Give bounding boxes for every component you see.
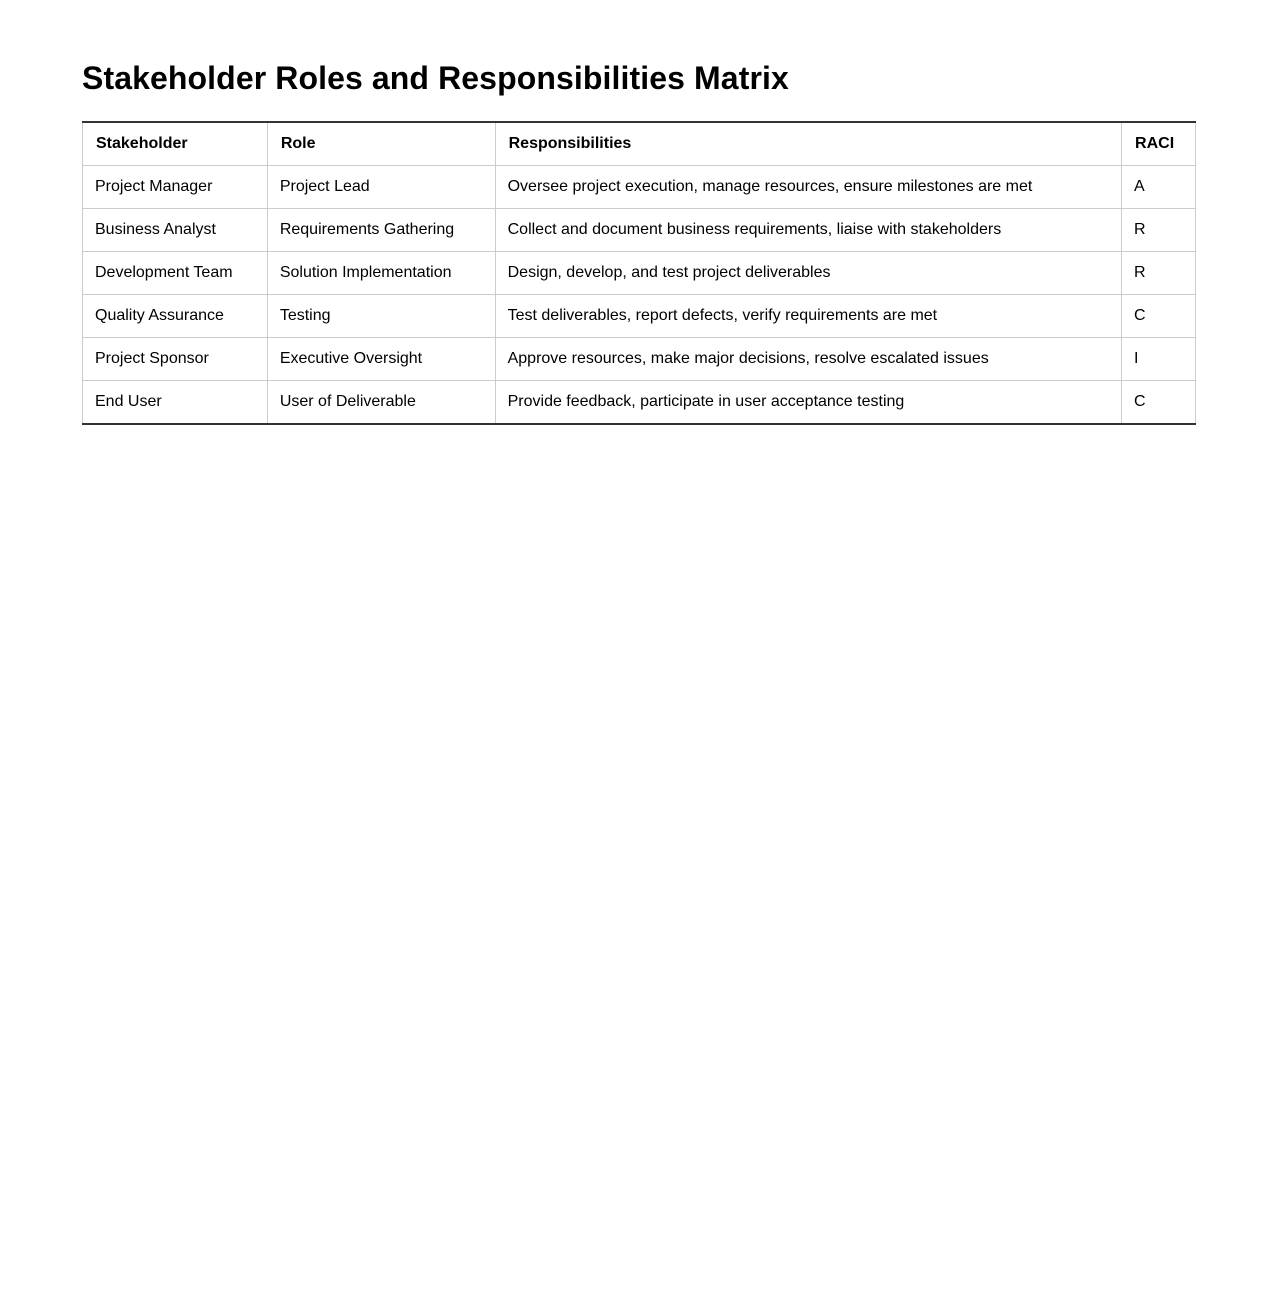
column-header-responsibilities: Responsibilities — [495, 122, 1121, 166]
column-header-raci: RACI — [1122, 122, 1196, 166]
raci-matrix-table — [82, 121, 1196, 425]
table-row — [83, 338, 1196, 381]
cell-role: Solution Implementation — [267, 252, 495, 295]
cell-raci: A — [1122, 166, 1196, 209]
cell-role: Testing — [267, 295, 495, 338]
cell-stakeholder: Project Manager — [83, 166, 268, 209]
cell-role: Executive Oversight — [267, 338, 495, 381]
cell-role: Requirements Gathering — [267, 209, 495, 252]
table-row — [83, 295, 1196, 338]
cell-role: Project Lead — [267, 166, 495, 209]
cell-responsibilities: Provide feedback, participate in user acceptance testing — [495, 381, 1121, 425]
column-header-role: Role — [267, 122, 495, 166]
cell-stakeholder: Business Analyst — [83, 209, 268, 252]
table-row — [83, 381, 1196, 425]
column-header-stakeholder: Stakeholder — [83, 122, 268, 166]
cell-responsibilities: Oversee project execution, manage resources, ensure milestones are met — [495, 166, 1121, 209]
cell-stakeholder: Quality Assurance — [83, 295, 268, 338]
cell-raci: C — [1122, 381, 1196, 425]
cell-raci: C — [1122, 295, 1196, 338]
header-row — [83, 122, 1196, 166]
cell-stakeholder: Project Sponsor — [83, 338, 268, 381]
table-body — [83, 166, 1196, 425]
cell-responsibilities: Design, develop, and test project deliverables — [495, 252, 1121, 295]
cell-stakeholder: End User — [83, 381, 268, 425]
table-row — [83, 166, 1196, 209]
cell-role: User of Deliverable — [267, 381, 495, 425]
table-header — [83, 122, 1196, 166]
cell-responsibilities: Collect and document business requirements, liaise with stakeholders — [495, 209, 1121, 252]
page-title: Stakeholder Roles and Responsibilities Matrix — [82, 60, 789, 96]
cell-raci: R — [1122, 209, 1196, 252]
cell-stakeholder: Development Team — [83, 252, 268, 295]
cell-responsibilities: Approve resources, make major decisions, resolve escalated issues — [495, 338, 1121, 381]
table-row — [83, 252, 1196, 295]
cell-raci: R — [1122, 252, 1196, 295]
table-row — [83, 209, 1196, 252]
cell-responsibilities: Test deliverables, report defects, verify requirements are met — [495, 295, 1121, 338]
cell-raci: I — [1122, 338, 1196, 381]
